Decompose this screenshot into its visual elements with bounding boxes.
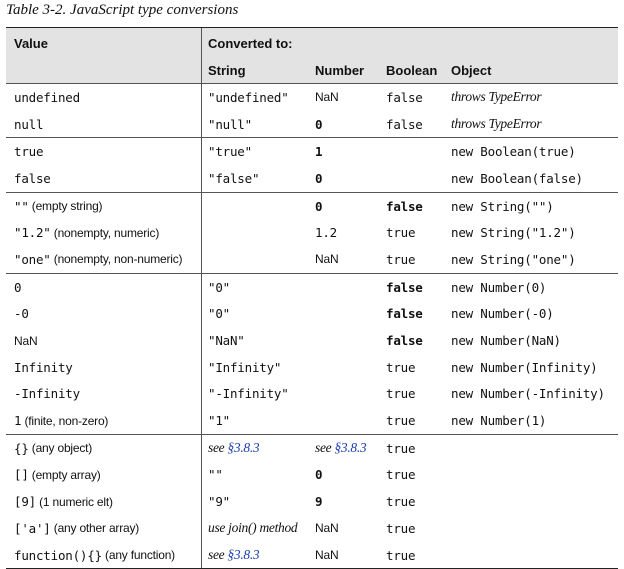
cell-text: true bbox=[386, 494, 416, 510]
cell-text: "" bbox=[208, 467, 223, 483]
cell-text: (nonempty, numeric) bbox=[50, 225, 160, 240]
cell-text: (empty array) bbox=[28, 467, 101, 482]
cell-object bbox=[451, 138, 576, 165]
cell-text: 0 bbox=[315, 116, 323, 132]
cell-object bbox=[451, 274, 546, 301]
cell-string bbox=[208, 354, 281, 381]
section-link[interactable]: §3.8.3 bbox=[227, 440, 260, 456]
cell-text: -0 bbox=[14, 306, 29, 322]
cell-object bbox=[451, 193, 554, 220]
cell-object bbox=[451, 246, 576, 273]
cell-boolean bbox=[386, 193, 423, 220]
cell-text: {} bbox=[14, 440, 29, 456]
cell-text: true bbox=[386, 386, 416, 402]
cell-boolean bbox=[386, 246, 415, 273]
row-group bbox=[6, 274, 618, 435]
cell-text: new Boolean(true) bbox=[451, 144, 576, 160]
cell-number bbox=[315, 138, 322, 165]
cell-text: new Number(1) bbox=[451, 413, 547, 429]
cell-string bbox=[208, 488, 230, 515]
cell-boolean bbox=[386, 462, 415, 489]
cell-text: new Number(-0) bbox=[451, 306, 554, 322]
cell-boolean bbox=[386, 84, 423, 111]
table-row bbox=[6, 435, 618, 462]
table-row bbox=[6, 354, 618, 381]
cell-text: [9] bbox=[14, 494, 36, 510]
cell-number bbox=[315, 193, 322, 220]
cell-boolean bbox=[386, 327, 423, 354]
row-group bbox=[6, 84, 618, 138]
cell-text: new String("1.2") bbox=[451, 225, 576, 241]
cell-text: "Infinity" bbox=[208, 359, 282, 375]
cell-object bbox=[451, 354, 598, 381]
cell-value bbox=[14, 542, 175, 569]
cell-boolean bbox=[386, 407, 415, 434]
cell-text: false bbox=[386, 198, 423, 214]
cell-object bbox=[451, 407, 546, 434]
cell-text: "0" bbox=[208, 279, 230, 295]
row-group bbox=[6, 435, 618, 569]
cell-text: (any function) bbox=[101, 548, 175, 563]
cell-boolean bbox=[386, 354, 415, 381]
cell-text: true bbox=[386, 440, 416, 456]
cell-text: false bbox=[386, 333, 423, 349]
cell-text: true bbox=[386, 467, 416, 483]
cell-text: (any other array) bbox=[50, 521, 140, 536]
cell-text: (empty string) bbox=[28, 199, 103, 214]
cell-text: use join() method bbox=[208, 520, 298, 536]
cell-value bbox=[14, 274, 21, 301]
cell-number bbox=[315, 542, 338, 569]
cell-string bbox=[208, 138, 252, 165]
cell-text: new String("") bbox=[451, 198, 554, 214]
cell-number bbox=[315, 435, 366, 462]
cell-text: (1 numeric elt) bbox=[35, 494, 113, 509]
cell-text: new Number(0) bbox=[451, 279, 547, 295]
cell-value bbox=[14, 84, 80, 111]
cell-object bbox=[451, 84, 541, 111]
cell-number bbox=[315, 515, 338, 542]
header-number: Number bbox=[315, 63, 365, 78]
cell-number bbox=[315, 219, 337, 246]
cell-text: Infinity bbox=[14, 359, 73, 375]
cell-text: "9" bbox=[208, 494, 230, 510]
cell-text: NaN bbox=[315, 548, 339, 563]
table-row bbox=[6, 327, 618, 354]
cell-number bbox=[315, 84, 338, 111]
cell-value bbox=[14, 111, 43, 138]
cell-text: throws TypeError bbox=[451, 89, 542, 105]
cell-value bbox=[14, 515, 139, 542]
table-caption: Table 3-2. JavaScript type conversions bbox=[6, 2, 239, 18]
cell-number bbox=[315, 488, 322, 515]
cell-text: NaN bbox=[315, 90, 339, 105]
cell-text: true bbox=[386, 359, 416, 375]
cell-boolean bbox=[386, 542, 415, 569]
cell-text: true bbox=[386, 251, 416, 267]
cell-text: "null" bbox=[208, 116, 252, 132]
header-converted-to: Converted to: bbox=[208, 36, 293, 51]
cell-string bbox=[208, 407, 230, 434]
cell-boolean bbox=[386, 435, 415, 462]
cell-text: (any object) bbox=[28, 441, 93, 456]
cell-text: "false" bbox=[208, 170, 260, 186]
cell-string bbox=[208, 165, 259, 192]
table-row bbox=[6, 138, 618, 165]
cell-value bbox=[14, 354, 73, 381]
cell-text: see bbox=[208, 440, 228, 456]
cell-number bbox=[315, 165, 322, 192]
header-string: String bbox=[208, 63, 246, 78]
cell-text: "1.2" bbox=[14, 225, 51, 241]
cell-text: (nonempty, non-numeric) bbox=[50, 252, 183, 267]
table-row bbox=[6, 488, 618, 515]
cell-object bbox=[451, 327, 561, 354]
cell-boolean bbox=[386, 301, 423, 328]
cell-text: false bbox=[386, 279, 423, 295]
table-row bbox=[6, 111, 618, 138]
cell-text: false bbox=[386, 306, 423, 322]
cell-value bbox=[14, 193, 102, 220]
cell-string bbox=[208, 381, 289, 408]
cell-text: null bbox=[14, 116, 44, 132]
cell-text: true bbox=[386, 547, 416, 563]
cell-text: see bbox=[208, 547, 228, 563]
cell-string bbox=[208, 301, 230, 328]
cell-boolean bbox=[386, 219, 415, 246]
cell-text: new Number(-Infinity) bbox=[451, 386, 605, 402]
table-row bbox=[6, 193, 618, 220]
cell-boolean bbox=[386, 515, 415, 542]
cell-boolean bbox=[386, 488, 415, 515]
cell-text: 9 bbox=[315, 494, 323, 510]
cell-text: 1.2 bbox=[315, 225, 337, 241]
table-row bbox=[6, 165, 618, 192]
table-row bbox=[6, 219, 618, 246]
cell-object bbox=[451, 219, 576, 246]
cell-string bbox=[208, 462, 223, 489]
cell-string bbox=[208, 111, 252, 138]
cell-text: "true" bbox=[208, 144, 252, 160]
cell-value bbox=[14, 407, 108, 434]
cell-text: "NaN" bbox=[208, 333, 245, 349]
cell-text: NaN bbox=[315, 521, 339, 536]
cell-string bbox=[208, 515, 297, 542]
table-row bbox=[6, 301, 618, 328]
header-boolean: Boolean bbox=[386, 63, 438, 78]
table-row bbox=[6, 246, 618, 273]
cell-text: ['a'] bbox=[14, 520, 51, 536]
cell-object bbox=[451, 111, 541, 138]
cell-string bbox=[208, 435, 259, 462]
cell-text: "-Infinity" bbox=[208, 386, 289, 402]
cell-text: "1" bbox=[208, 413, 230, 429]
cell-text: 0 bbox=[315, 170, 323, 186]
cell-text: false bbox=[386, 89, 423, 105]
cell-string bbox=[208, 274, 230, 301]
cell-text: throws TypeError bbox=[451, 116, 542, 132]
table-header bbox=[6, 27, 618, 84]
cell-text: function(){} bbox=[14, 547, 102, 563]
cell-text: 0 bbox=[14, 279, 22, 295]
table-row bbox=[6, 274, 618, 301]
cell-boolean bbox=[386, 111, 423, 138]
cell-text: "0" bbox=[208, 306, 230, 322]
cell-text: see bbox=[315, 440, 335, 456]
cell-value bbox=[14, 488, 113, 515]
table-row bbox=[6, 407, 618, 434]
cell-object bbox=[451, 165, 583, 192]
cell-text: true bbox=[386, 413, 416, 429]
cell-number bbox=[315, 246, 338, 273]
cell-boolean bbox=[386, 381, 415, 408]
cell-object bbox=[451, 381, 605, 408]
header-value: Value bbox=[14, 36, 48, 51]
cell-text: [] bbox=[14, 467, 29, 483]
table-row bbox=[6, 462, 618, 489]
section-link[interactable]: §3.8.3 bbox=[227, 547, 260, 563]
cell-value bbox=[14, 381, 80, 408]
cell-string bbox=[208, 542, 259, 569]
cell-text: (finite, non-zero) bbox=[21, 413, 109, 428]
cell-text: new String("one") bbox=[451, 251, 576, 267]
cell-text: new Number(Infinity) bbox=[451, 359, 598, 375]
cell-text: NaN bbox=[14, 333, 38, 348]
cell-value bbox=[14, 327, 37, 354]
section-link[interactable]: §3.8.3 bbox=[334, 440, 367, 456]
cell-text: "undefined" bbox=[208, 89, 289, 105]
column-divider bbox=[201, 28, 202, 83]
cell-boolean bbox=[386, 274, 423, 301]
cell-number bbox=[315, 462, 322, 489]
cell-value bbox=[14, 435, 92, 462]
cell-object bbox=[451, 301, 554, 328]
cell-value bbox=[14, 219, 159, 246]
table-row bbox=[6, 542, 618, 569]
cell-text: "one" bbox=[14, 251, 51, 267]
cell-string bbox=[208, 84, 289, 111]
table-row bbox=[6, 515, 618, 542]
header-object: Object bbox=[451, 63, 492, 78]
cell-text: NaN bbox=[315, 252, 339, 267]
cell-text: true bbox=[14, 144, 44, 160]
cell-text: true bbox=[386, 225, 416, 241]
cell-value bbox=[14, 246, 182, 273]
cell-text: new Boolean(false) bbox=[451, 170, 583, 186]
cell-text: undefined bbox=[14, 89, 80, 105]
type-conversion-table bbox=[6, 27, 618, 569]
table-body bbox=[6, 84, 618, 569]
cell-text: 0 bbox=[315, 467, 323, 483]
cell-text: true bbox=[386, 520, 416, 536]
table-row bbox=[6, 381, 618, 408]
cell-text: 0 bbox=[315, 198, 323, 214]
cell-text: false bbox=[386, 116, 423, 132]
cell-value bbox=[14, 301, 29, 328]
cell-value bbox=[14, 165, 51, 192]
table-row bbox=[6, 84, 618, 111]
row-group bbox=[6, 193, 618, 274]
cell-text: -Infinity bbox=[14, 386, 80, 402]
cell-text: 1 bbox=[315, 144, 323, 160]
cell-string bbox=[208, 327, 245, 354]
cell-value bbox=[14, 462, 101, 489]
cell-number bbox=[315, 111, 322, 138]
cell-text: false bbox=[14, 170, 51, 186]
cell-text: "" bbox=[14, 198, 29, 214]
cell-text: 1 bbox=[14, 413, 22, 429]
row-group bbox=[6, 138, 618, 192]
cell-text: new Number(NaN) bbox=[451, 333, 561, 349]
cell-value bbox=[14, 138, 43, 165]
